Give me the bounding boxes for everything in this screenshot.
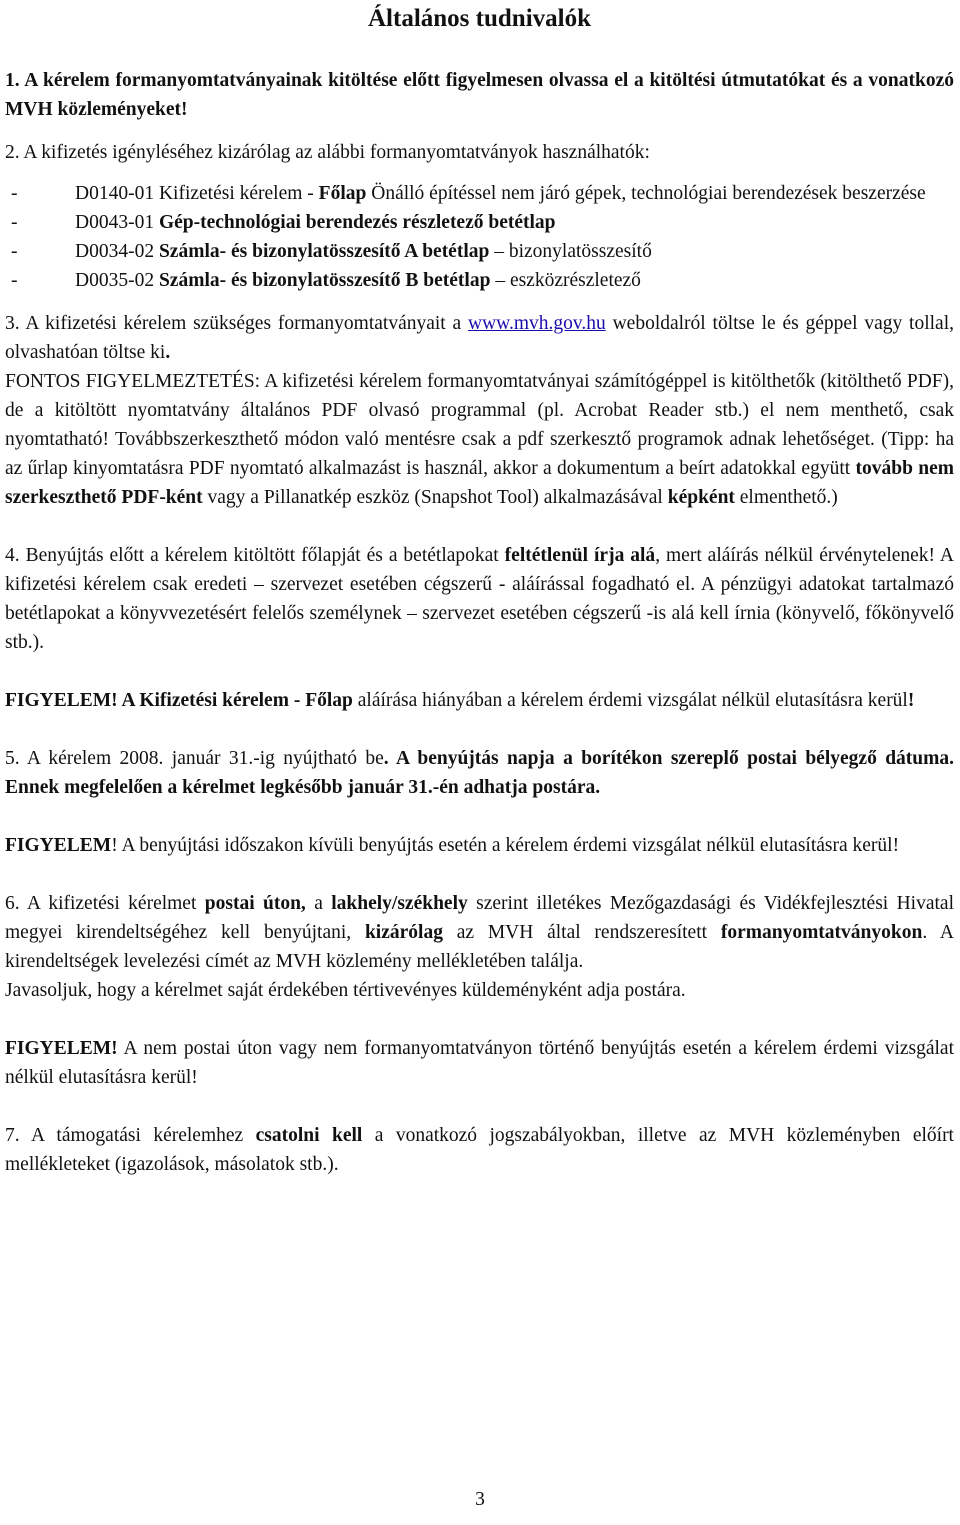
text: 7. A támogatási kérelemhez <box>5 1125 256 1146</box>
list-text: D0043-01 <box>75 212 159 233</box>
paragraph-7 <box>5 1121 954 1179</box>
text-bold: FIGYELEM! A Kifizetési kérelem - Főlap <box>5 690 353 711</box>
paragraph-3 <box>5 309 954 367</box>
list-text: D0034-02 <box>75 241 159 262</box>
text-bold: FIGYELEM <box>5 835 112 856</box>
text: , mert aláírás nélkül érvénytelenek! A kifizetési kérelem csak eredeti – szervezet esetében cégszerű - aláírással fogadható el. A pénzügyi adatokat tartalmazó betétlapokat a könyvvezetésért felelős személynek – szervezet esetében cégszerű -is alá kell írnia (könyvelő, főkönyvelő stb.). <box>5 545 954 653</box>
attention-paragraph-3 <box>5 1034 954 1092</box>
text: az MVH által rendszeresített <box>442 922 721 943</box>
list-text: – bizonylatösszesítő <box>489 241 652 262</box>
paragraph-2: 2. A kifizetés igényléséhez kizárólag az alábbi formanyomtatványok használhatók: <box>5 142 650 163</box>
form-list <box>5 179 954 295</box>
list-dash: - <box>11 212 18 233</box>
list-text-bold: Számla- és bizonylatösszesítő A betétlap <box>158 241 490 262</box>
text: FONTOS FIGYELMEZTETÉS: A kifizetési kérelem formanyomtatványai számítógéppel is kitölthetők (kitölthető PDF), de a kitöltött nyomtatvány általános PDF olvasó programmal (pl. Acrobat Reader stb.) el nem menthető, csak nyomtatható! Továbbszerkeszthető módon való mentésre csak a pdf szerkesztő programok adnak lehetőséget. (Tipp: ha az űrlap kinyomtatásra PDF nyomtató alkalmazást is használ, akkor a dokumentum a beírt adatokkal együtt <box>5 371 954 479</box>
recommendation-paragraph: Javasoljuk, hogy a kérelmet saját érdekében tértivevényes küldeményként adja postára. <box>5 980 686 1001</box>
paragraph-1: 1. A kérelem formanyomtatványainak kitöltése előtt figyelmesen olvassa el a kitöltési útmutatókat és a vonatkozó MVH közleményeket! <box>5 70 954 120</box>
text: elmenthető.) <box>734 487 838 508</box>
list-item <box>5 179 954 208</box>
list-text: D0035-02 <box>75 270 159 291</box>
list-item <box>5 266 954 295</box>
list-text-bold: Számla- és bizonylatösszesítő B betétlap <box>158 270 491 291</box>
text: szerint illetékes Mezőgazdasági és Vidékfejlesztési Hivatal megyei kirendeltségéhez kell benyújtani, <box>5 893 954 943</box>
important-warning-paragraph <box>5 367 954 512</box>
list-text-bold: Gép-technológiai berendezés részletező betétlap <box>158 212 556 233</box>
text-bold: . A benyújtás napja a borítékon szereplő postai bélyegző dátuma. Ennek megfelelően a kérelmet legkésőbb január 31.-én adhatja postára. <box>5 748 955 798</box>
text: aláírása hiányában a kérelem érdemi vizsgálat nélkül elutasításra kerül <box>352 690 908 711</box>
list-text: – eszközrészletező <box>490 270 641 291</box>
list-item <box>5 208 954 237</box>
text-bold: kizárólag <box>364 922 443 943</box>
page-number: 3 <box>475 1489 485 1510</box>
list-text-bold: Főlap <box>318 183 367 204</box>
list-text: Önálló építéssel nem járó gépek, technológiai berendezések beszerzése <box>366 183 926 204</box>
list-dash: - <box>11 241 18 262</box>
text-bold: ! <box>907 690 915 711</box>
text: 6. A kifizetési kérelmet <box>5 893 205 914</box>
text: A nem postai úton vagy nem formanyomtatványon történő benyújtás esetén a kérelem érdemi vizsgálat nélkül elutasításra kerül! <box>5 1038 954 1088</box>
text-bold: formanyomtatványokon <box>720 922 923 943</box>
text: . A kirendeltségek levelezési címét az MVH közlemény mellékletében találja. <box>5 922 955 972</box>
text-bold: . <box>165 342 171 363</box>
text: 5. A kérelem 2008. január 31.-ig nyújtható be <box>5 748 384 769</box>
text-bold: lakhely/székhely <box>331 893 468 914</box>
text: vagy a Pillanatkép eszköz (Snapshot Tool) alkalmazásával <box>202 487 668 508</box>
text: 4. Benyújtás előtt a kérelem kitöltött főlapját és a betétlapokat <box>5 545 505 566</box>
text: ! A benyújtási időszakon kívüli benyújtás esetén a kérelem érdemi vizsgálat nélkül elutasításra kerül! <box>111 835 900 856</box>
paragraph-5 <box>5 744 954 802</box>
text: a <box>305 893 332 914</box>
attention-paragraph-2 <box>5 831 954 860</box>
text-bold: FIGYELEM! <box>5 1038 118 1059</box>
text: a vonatkozó jogszabályokban, illetve az MVH közleményben előírt mellékleteket (igazolások, másolatok stb.). <box>5 1125 954 1175</box>
list-dash: - <box>11 270 18 291</box>
mvh-website-link[interactable]: www.mvh.gov.hu <box>468 313 606 334</box>
list-dash: - <box>11 183 18 204</box>
text-bold: csatolni kell <box>255 1125 363 1146</box>
text-bold: tovább nem szerkeszthető PDF-ként <box>5 458 954 508</box>
text-bold: képként <box>667 487 735 508</box>
paragraph-6 <box>5 889 954 976</box>
text-bold: postai úton, <box>204 893 306 914</box>
page-title: Általános tudnivalók <box>368 5 591 32</box>
paragraph-4 <box>5 541 954 657</box>
list-text: D0140-01 Kifizetési kérelem - <box>75 183 319 204</box>
text: weboldalról töltse le és géppel vagy tollal, olvashatóan töltse ki <box>5 313 954 363</box>
text-bold: feltétlenül írja alá <box>504 545 656 566</box>
list-item <box>5 237 954 266</box>
text: 3. A kifizetési kérelem szükséges formanyomtatványait a <box>5 313 468 334</box>
attention-paragraph-1 <box>5 686 954 715</box>
